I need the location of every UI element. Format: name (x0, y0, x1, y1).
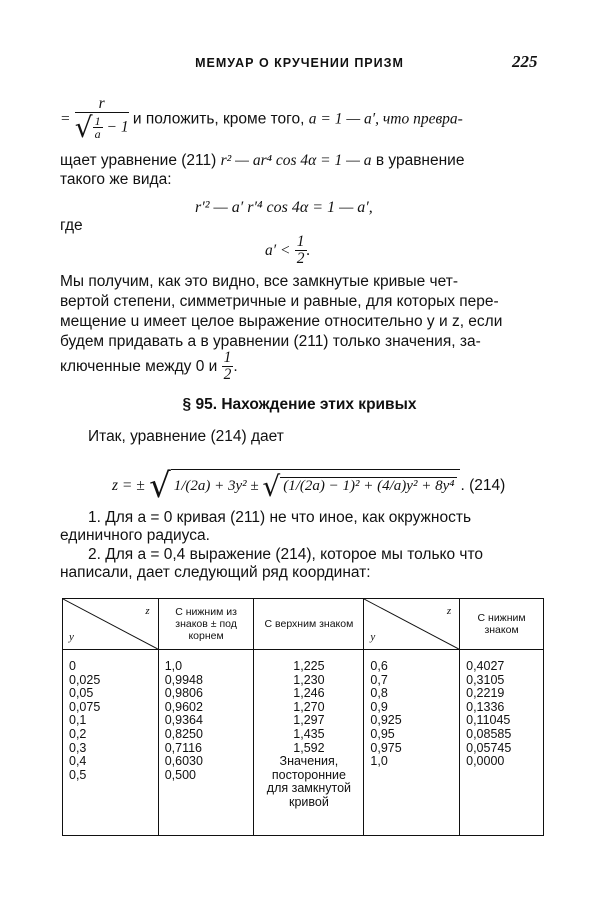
paragraph-line-1: Мы получим, как это видно, все замкнутые кривые чет- (60, 273, 458, 290)
table-cell-y: 0,1 (69, 713, 87, 728)
case-2: 2. Для a = 0,4 выражение (214), которое мы только что (88, 546, 484, 563)
table-cell-z-lower: 0,11045 (466, 713, 511, 728)
table-cell-y: 0,95 (370, 726, 395, 741)
table-cell-y: 0,7 (370, 672, 388, 687)
inequality: a′ < $\frac{1}{2}$ . (265, 233, 311, 268)
table-cell-z-lower: 0,0000 (466, 754, 505, 769)
fraction-r: r √ $\frac{1}{a}$ − 1 (74, 95, 129, 145)
text-line-3: такого же вида: (60, 171, 172, 188)
table-cell-z-lower: 0,7116 (164, 740, 203, 755)
text-line-1: = r √ $\frac{1}{a}$ − 1 и положить, кроме того, a = 1 — a′, что превра- (60, 95, 463, 145)
table-cell-z-lower: 0,3105 (466, 672, 505, 687)
table-cell-z-upper: 1,435 (293, 726, 325, 741)
paragraph-line-4: будем придавать a в уравнении (211) только значения, за- (60, 333, 481, 350)
table-cell-y: 0,2 (69, 726, 87, 741)
column-y-left (63, 650, 159, 836)
table-cell-y: 0,4 (69, 754, 87, 769)
table-cell-z-lower: 1,0 (164, 659, 183, 673)
table-cell-z-upper: 1,230 (293, 672, 325, 687)
table-cell-z-lower: 0,08585 (466, 726, 512, 741)
table-cell-z-upper: 1,270 (293, 699, 325, 714)
table-cell-y: 0,05 (69, 686, 94, 701)
page-number: 225 (512, 52, 538, 71)
table-cell-z-lower: 0,6030 (164, 754, 203, 769)
paragraph-line-3: мещение u имеет целое выражение относительно y и z, если (60, 313, 503, 330)
header-upper-sign: С верхним знаком (254, 599, 364, 650)
coordinates-table (62, 598, 544, 836)
table-cell-z-lower: 0,2219 (466, 686, 505, 701)
table-cell-y: 0,5 (69, 767, 87, 782)
column-z-upper (254, 650, 364, 836)
table-header-row (63, 599, 544, 650)
table-cell-y: 0,6 (370, 659, 388, 673)
header-lower-sign-2: С нижним знаком (460, 599, 544, 650)
table-cell-y: 0 (69, 659, 76, 673)
table-cell-z-lower: 0,4027 (466, 659, 505, 673)
header-lower-sign: С нижним из знаков ± под корнем (158, 599, 254, 650)
table-cell-y: 0,9 (370, 699, 388, 714)
text-where: где (60, 217, 83, 234)
table-cell-z-lower: 0,9364 (164, 713, 203, 728)
table-cell-z-upper: 1,246 (293, 686, 325, 701)
paragraph-line-2: вертой степени, симметричные и равные, для которых пере- (60, 293, 499, 310)
table-cell-z-lower: 0,9602 (164, 699, 203, 714)
table-body-row (63, 650, 544, 836)
column-z-lower-2 (460, 650, 544, 836)
case-1-cont: единичного радиуса. (60, 527, 210, 544)
column-z-lower (158, 650, 254, 836)
corner-cell-left: z y (63, 599, 159, 650)
table-cell-z-lower: 0,8250 (164, 726, 203, 741)
table-cell-z-lower: 0,9806 (164, 686, 203, 701)
table-cell-z-upper: 1,225 (293, 659, 325, 673)
text-line-2: щает уравнение (211) r² — ar⁴ cos 4α = 1 — a в уравнение (60, 152, 465, 169)
table-cell-y: 0,075 (69, 699, 101, 714)
column-y-right (364, 650, 460, 836)
table-cell-z-lower: 0,1336 (466, 699, 505, 714)
running-header: МЕМУАР О КРУЧЕНИИ ПРИЗМ (195, 56, 404, 70)
corner-cell-right: z y (364, 599, 460, 650)
paragraph-line-5: ключенные между 0 и $\frac{1}{2}$ . (60, 349, 238, 384)
equation-1: r′² — a′ r′⁴ cos 4α = 1 — a′, (195, 199, 373, 216)
table-cell-z-lower: 0,500 (164, 767, 196, 782)
table-cell-y: 1,0 (370, 754, 388, 769)
equation-214: z = ± √ 1/(2a) + 3y² ± √ (1/(2a) − 1)² + (4/a)y² + 8y⁴ . (214) (112, 466, 506, 506)
table-cell-y: 0,3 (69, 740, 87, 755)
table-cell-z-lower: 0,05745 (466, 740, 512, 755)
table-cell-z-upper: 1,592 (293, 740, 325, 755)
table-cell-y: 0,025 (69, 672, 101, 687)
table-cell-z-lower: 0,9948 (164, 672, 203, 687)
table-cell-y: 0,925 (370, 713, 402, 728)
table-cell-y: 0,8 (370, 686, 388, 701)
section-heading: § 95. Нахождение этих кривых (182, 396, 417, 413)
case-1: 1. Для a = 0 кривая (211) не что иное, как окружность (88, 509, 472, 526)
table-cell-z-upper: 1,297 (293, 713, 325, 728)
text-itak: Итак, уравнение (214) дает (88, 428, 284, 445)
upper-note: Значения, посторонние для замкнутой кривой (266, 754, 352, 809)
case-2-cont: написали, дает следующий ряд координат: (60, 564, 371, 581)
table-cell-y: 0,975 (370, 740, 402, 755)
